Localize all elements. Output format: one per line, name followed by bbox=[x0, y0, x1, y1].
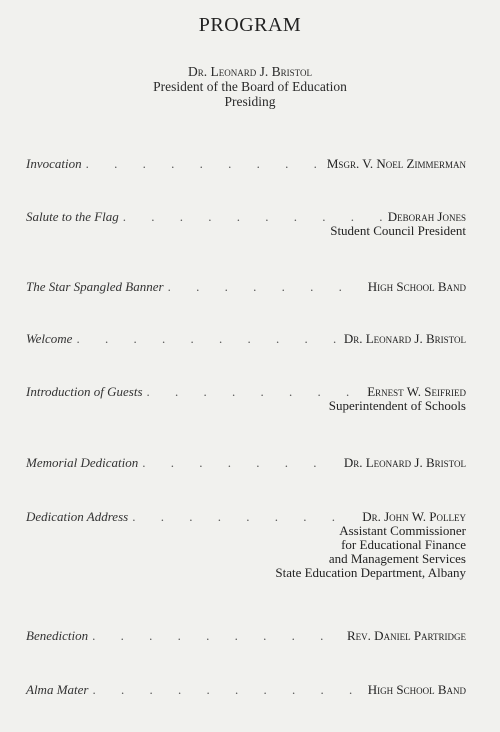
dot-leader bbox=[123, 209, 384, 224]
participant-detail: Superintendent of Schools bbox=[328, 398, 466, 413]
program-participant: High School Band bbox=[367, 279, 466, 294]
program-item: Benediction bbox=[26, 628, 89, 643]
dot-leader bbox=[92, 682, 363, 697]
program-entry bbox=[26, 509, 466, 580]
participant-detail: and Management Services bbox=[328, 551, 466, 566]
program-entry bbox=[26, 682, 466, 697]
program-entry bbox=[26, 628, 466, 643]
program-participant: Rev. Daniel Partridge bbox=[347, 628, 466, 643]
program-item: Welcome bbox=[26, 331, 73, 346]
dot-leader bbox=[142, 455, 340, 470]
program-entry bbox=[26, 331, 466, 346]
participant-detail: State Education Department, Albany bbox=[275, 565, 466, 580]
program-entry bbox=[26, 455, 466, 470]
presiding-role: President of the Board of Education bbox=[153, 79, 347, 94]
program-participant: Msgr. V. Noel Zimmerman bbox=[326, 156, 466, 171]
program-participant: Dr. John W. Polley bbox=[362, 509, 466, 524]
program-entry bbox=[26, 384, 466, 413]
dot-leader bbox=[76, 331, 339, 346]
program-participant: Ernest W. Seifried bbox=[367, 384, 466, 399]
program-participant: Dr. Leonard J. Bristol bbox=[343, 455, 466, 470]
presiding-name: Dr. Leonard J. Bristol bbox=[188, 64, 312, 79]
program-entry bbox=[26, 209, 466, 238]
page-title: PROGRAM bbox=[198, 14, 302, 36]
presiding-block bbox=[0, 64, 500, 109]
participant-detail: Assistant Commissioner bbox=[339, 523, 466, 538]
presiding-note: Presiding bbox=[224, 94, 276, 109]
dot-leader bbox=[132, 509, 358, 524]
participant-detail: Student Council President bbox=[330, 223, 466, 238]
program-participant: Deborah Jones bbox=[387, 209, 466, 224]
program-entry bbox=[26, 279, 466, 294]
program-entry bbox=[26, 156, 466, 171]
program-item: Memorial Dedication bbox=[26, 455, 139, 470]
program-item: Introduction of Guests bbox=[26, 384, 143, 399]
program-item: Salute to the Flag bbox=[26, 209, 119, 224]
program-item: Dedication Address bbox=[26, 509, 129, 524]
program-item: Alma Mater bbox=[26, 682, 89, 697]
program-item: Invocation bbox=[26, 156, 82, 171]
dot-leader bbox=[168, 279, 364, 294]
program-item: The Star Spangled Banner bbox=[26, 279, 164, 294]
dot-leader bbox=[92, 628, 343, 643]
dot-leader bbox=[86, 156, 323, 171]
dot-leader bbox=[147, 384, 364, 399]
program-participant: High School Band bbox=[367, 682, 466, 697]
program-participant: Dr. Leonard J. Bristol bbox=[343, 331, 466, 346]
participant-detail: for Educational Finance bbox=[341, 537, 466, 552]
